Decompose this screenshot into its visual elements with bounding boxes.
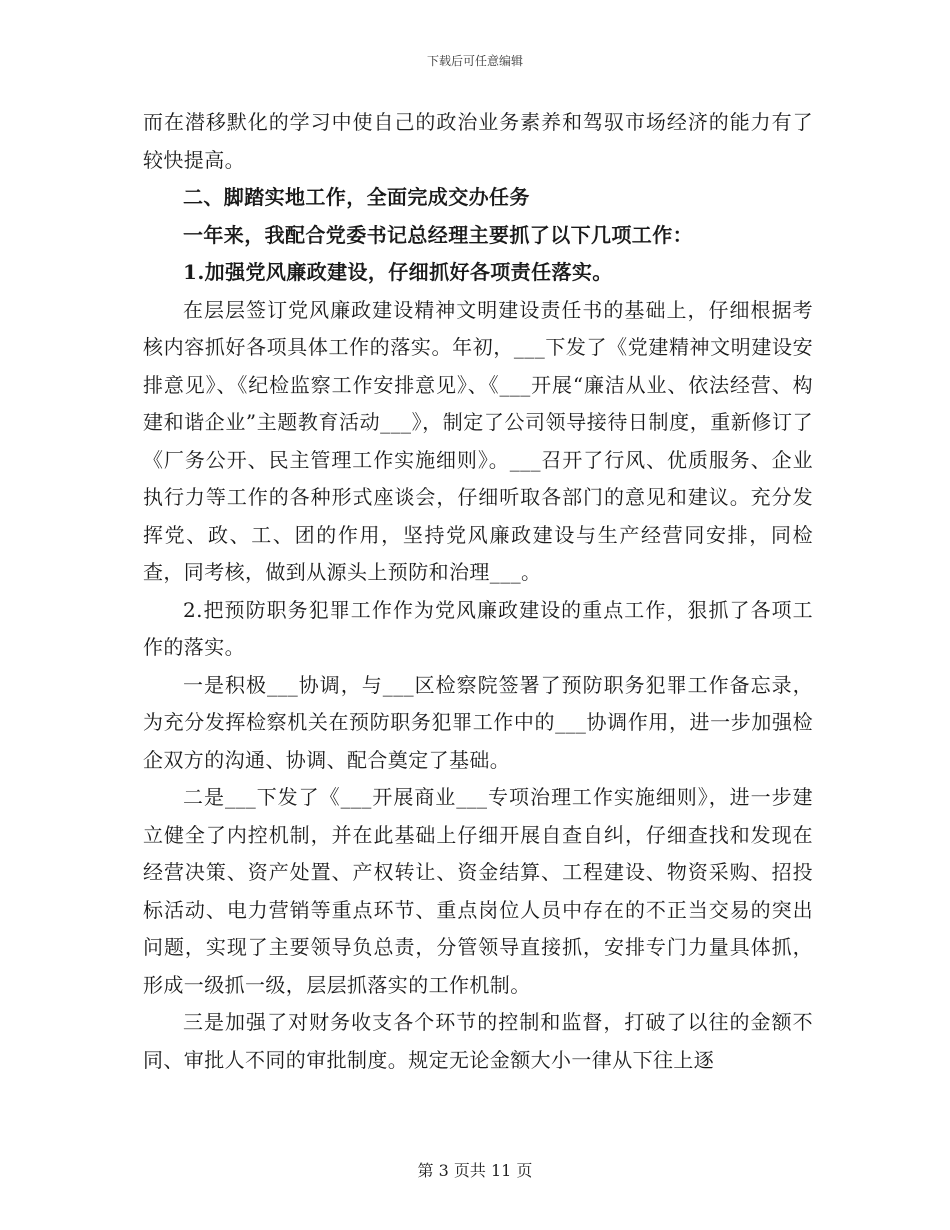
intro-line: 一年来，我配合党委书记总经理主要抓了以下几项工作： bbox=[183, 222, 693, 247]
paragraph: 在层层签订党风廉政建设精神文明建设责任书的基础上，仔细根据考核内容抓好各项具体工作的落实。年初，___下发了《党建精神文明建设安排意见》、《纪检监察工作安排意见》、《___开展“廉洁从业、依法经营、构建和谐企业”主题教育活动___》，制定了公司领导接待日制度，重新修订了《厂务公开、民主管理工作实施细则》。___召开了行风、优质服务、企业执行力等工作的各种形式座谈会，仔细听取各部门的意见和建议。充分发挥党、政、工、团的作用，坚持党风廉政建设与生产经营同安排，同检查，同考核，做到从源头上预防和治理___。 bbox=[143, 297, 813, 584]
paragraph: 二是___下发了《___开展商业___专项治理工作实施细则》，进一步建立健全了内控机制，并在此基础上仔细开展自查自纠，仔细查找和发现在经营决策、资产处置、产权转让、资金结算、工程建设、物资采购、招投标活动、电力营销等重点环节、重点岗位人员中存在的不正当交易的突出问题，实现了主要领导负总责，分管领导直接抓，安排专门力量具体抓，形成一级抓一级，层层抓落实的工作机制。 bbox=[143, 785, 813, 997]
paragraph: 一是积极___协调，与___区检察院签署了预防职务犯罪工作备忘录，为充分发挥检察机关在预防职务犯罪工作中的___协调作用，进一步加强检企双方的沟通、协调、配合奠定了基础。 bbox=[143, 672, 813, 772]
section-heading: 二、脚踏实地工作，全面完成交办任务 bbox=[183, 185, 530, 209]
item-heading-1: 1.加强党风廉政建设，仔细抓好各项责任落实。 bbox=[183, 260, 613, 284]
page-footer: 第 3 页共 11 页 bbox=[417, 1161, 533, 1180]
document-body bbox=[143, 104, 813, 1079]
paragraph: 而在潜移默化的学习中使自己的政治业务素养和驾驭市场经济的能力有了较快提高。 bbox=[143, 110, 813, 172]
page-header: 下载后可任意编辑 bbox=[426, 54, 523, 68]
item-heading-2: 2.把预防职务犯罪工作作为党风廉政建设的重点工作，狠抓了各项工作的落实。 bbox=[143, 597, 813, 659]
paragraph: 三是加强了对财务收支各个环节的控制和监督，打破了以往的金额不同、审批人不同的审批制度。规定无论金额大小一律从下往上逐 bbox=[143, 1010, 813, 1072]
